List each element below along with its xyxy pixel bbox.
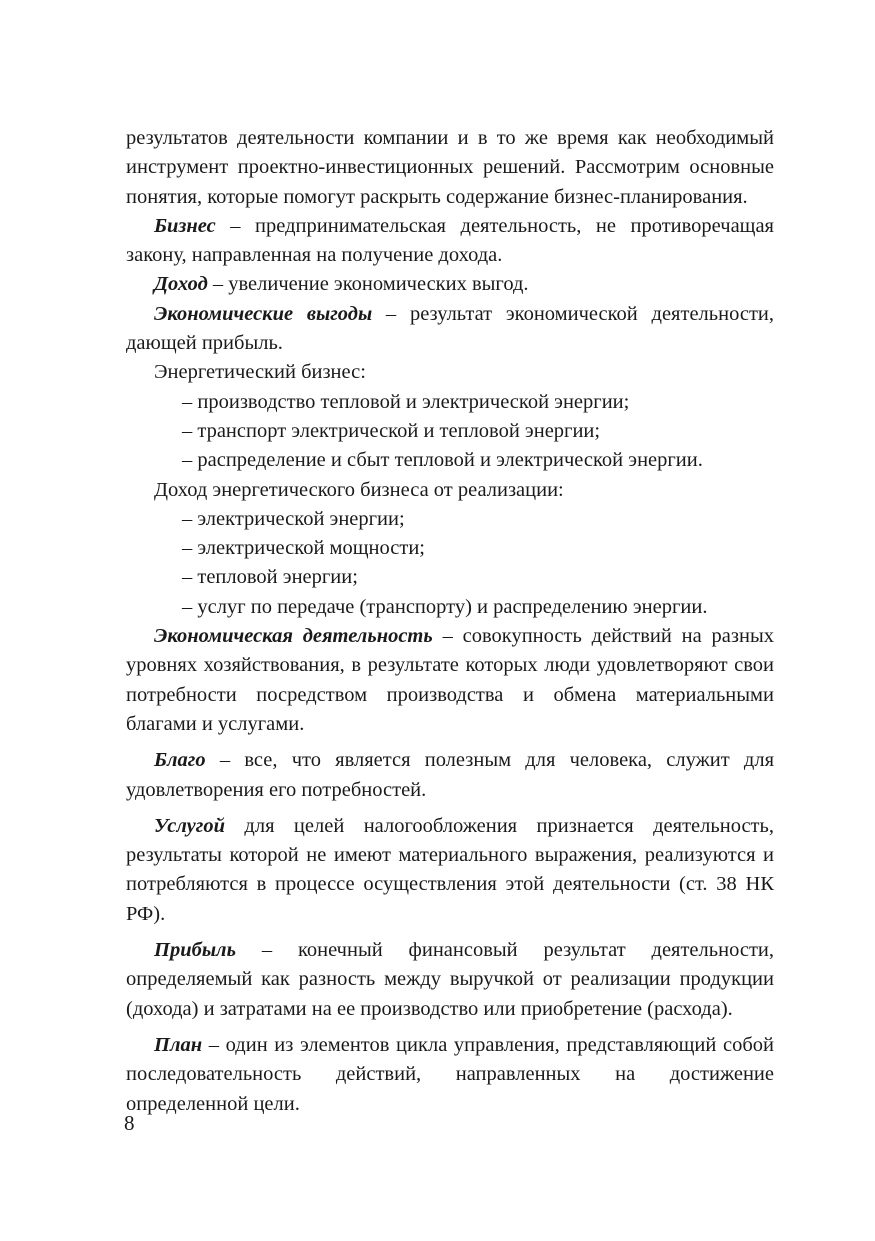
definition-term: Доход [154,273,208,296]
page-number: 8 [124,1111,135,1135]
definition-text: – результат экономической деятельности, дающей прибыль. [126,302,775,355]
definition-text: – увеличение экономических выгод. [207,273,529,296]
list-item: – тепловой энергии; [182,566,358,589]
definition-profit [126,936,774,1024]
definition-text: – предпринимательская деятельность, не противоречащая закону, направленная на получение дохода. [126,214,774,267]
definition-service [126,812,774,929]
definition-text: – один из элементов цикла управления, представляющий собой последовательность действий, направленных на достижение определенной цели. [126,1033,774,1115]
definition-income [126,270,774,299]
list-item: – производство тепловой и электрической энергии; [182,390,630,413]
list-item: – электрической мощности; [182,537,425,560]
definition-term: Благо [154,749,206,772]
page-body [126,124,774,1119]
energy-income-heading: Доход энергетического бизнеса от реализации: [154,478,564,501]
definition-text: – конечный финансовый результат деятельности, определяемый как разность между выручкой от реализации продукции (дохода) и затратами на ее производство или приобретение (расхода). [126,939,774,1020]
intro-paragraph: результатов деятельности компании и в то же время как необходимый инструмент проектно-инвестиционных решений. Рассмотрим основные понятия, которые помогут раскрыть содержание бизнес-планирования. [126,127,774,208]
list-item: – транспорт электрической и тепловой энергии; [182,419,601,442]
definition-business [126,212,774,271]
definition-economic-activity [126,622,774,739]
definition-term: План [154,1033,203,1056]
definition-text: – все, что является полезным для человека, служит для удовлетворения его потребностей. [126,749,774,801]
definition-term: Бизнес [154,214,216,237]
definition-economic-benefits [126,300,774,359]
list-item: – электрической энергии; [182,507,405,530]
definition-plan [126,1031,774,1119]
definition-term: Прибыль [154,939,236,962]
list-item: – распределение и сбыт тепловой и электрической энергии. [182,449,703,472]
definition-term: Услугой [154,814,225,837]
definition-term: Экономическая деятельность [154,625,433,648]
definition-term: Экономические выгоды [154,302,373,325]
definition-good [126,746,774,805]
definition-text: для целей налогообложения признается деятельность, результаты которой не имеют материального выражения, реализуются и потребляются в процессе осуществления этой деятельности (ст. 38 НК РФ). [126,814,774,925]
definition-text: – совокупность действий на разных уровнях хозяйствования, в результате которых люди удовлетворяют свои потребности посредством производства и обмена материальными благами и услугами. [126,625,774,735]
list-item: – услуг по передаче (транспорту) и распределению энергии. [182,595,708,618]
energy-business-heading: Энергетический бизнес: [154,361,366,384]
